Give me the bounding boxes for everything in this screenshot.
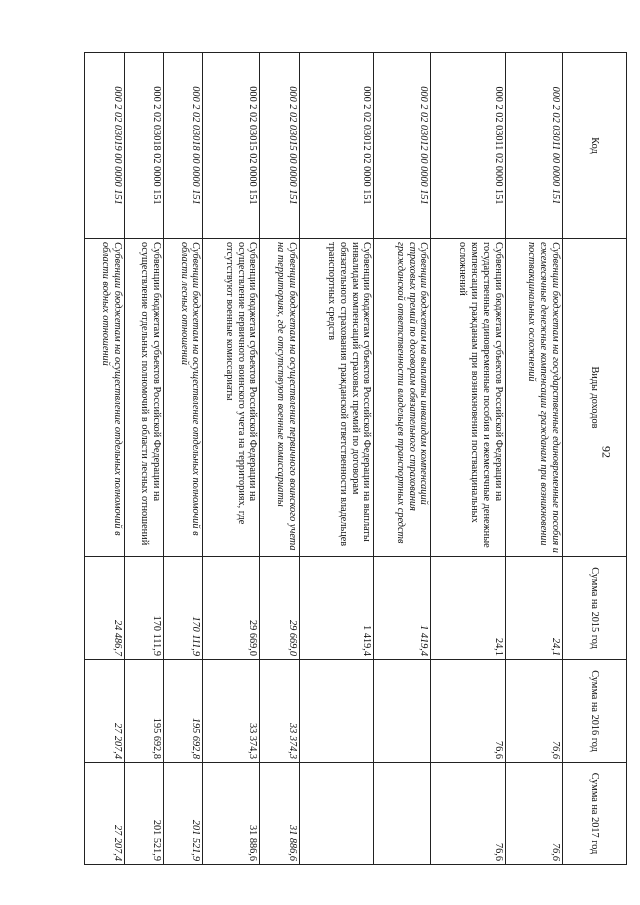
table-row bbox=[431, 53, 506, 865]
revenue-table-rotated bbox=[84, 52, 627, 864]
cell-sum-2017: 27 207,4 bbox=[85, 763, 125, 865]
cell-code: 000 2 02 03018 00 0000 151 bbox=[164, 53, 203, 239]
cell-sum-2015: 29 669,0 bbox=[203, 557, 260, 660]
cell-name: Субвенции бюджетам на государственные единовременные пособия и ежемесячные денежные компенсации гражданам при возникновении поствакцинальных осложнений bbox=[506, 239, 563, 557]
cell-sum-2015: 170 111,9 bbox=[124, 557, 163, 660]
cell-sum-2017: 31 886,6 bbox=[203, 763, 260, 865]
cell-sum-2015: 1 419,4 bbox=[374, 557, 431, 660]
table-body bbox=[85, 53, 563, 865]
cell-sum-2017 bbox=[374, 763, 431, 865]
cell-code: 000 2 02 03011 00 0000 151 bbox=[506, 53, 563, 239]
cell-code: 000 2 02 03011 02 0000 151 bbox=[431, 53, 506, 239]
cell-sum-2016 bbox=[374, 660, 431, 763]
cell-name: Субвенции бюджетам на осуществление отдельных полномочий в области водных отношений bbox=[85, 239, 125, 557]
table-row bbox=[124, 53, 163, 865]
cell-sum-2016: 76,6 bbox=[431, 660, 506, 763]
cell-sum-2017: 201 521,9 bbox=[124, 763, 163, 865]
cell-sum-2016: 33 374,3 bbox=[203, 660, 260, 763]
cell-code: 000 2 02 03015 00 0000 151 bbox=[260, 53, 299, 239]
header-sum-2017: Сумма на 2017 год bbox=[563, 763, 627, 865]
cell-name: Субвенции бюджетам на осуществление отдельных полномочий в области лесных отношений bbox=[164, 239, 203, 557]
header-sum-2016: Сумма на 2016 год bbox=[563, 660, 627, 763]
cell-name: Субвенции бюджетам субъектов Российской Федерации на осуществление отдельных полномочий в области лесных отношений bbox=[124, 239, 163, 557]
cell-sum-2015: 1 419,4 bbox=[299, 557, 374, 660]
table-row bbox=[260, 53, 299, 865]
cell-code: 000 2 02 03012 02 0000 151 bbox=[299, 53, 374, 239]
header-name: Виды доходов bbox=[563, 239, 627, 557]
cell-name: Субвенции бюджетам субъектов Российской Федерации на осуществление первичного воинского учета на территориях, где отсутствуют военные комиссариаты bbox=[203, 239, 260, 557]
table-row bbox=[164, 53, 203, 865]
cell-name: Субвенции бюджетам на выплаты инвалидам компенсаций страховых премий по договорам обязательного страхования гражданской ответственности владельцев транспортных средств bbox=[374, 239, 431, 557]
table-row bbox=[85, 53, 125, 865]
cell-sum-2015: 29 669,0 bbox=[260, 557, 299, 660]
cell-sum-2016: 76,6 bbox=[506, 660, 563, 763]
table-row bbox=[506, 53, 563, 865]
table-row bbox=[374, 53, 431, 865]
cell-sum-2016 bbox=[299, 660, 374, 763]
cell-sum-2017: 76,6 bbox=[431, 763, 506, 865]
cell-name: Субвенции бюджетам на осуществление первичного воинского учета на территориях, где отсутствуют военные комиссариаты bbox=[260, 239, 299, 557]
cell-sum-2015: 24,1 bbox=[506, 557, 563, 660]
cell-code: 000 2 02 03018 02 0000 151 bbox=[124, 53, 163, 239]
header-sum-2015: Сумма на 2015 год bbox=[563, 557, 627, 660]
table-header-row bbox=[563, 53, 627, 865]
page-number: 92 bbox=[599, 446, 614, 458]
cell-name: Субвенции бюджетам субъектов Российской Федерации на государственные единовременные пособия и ежемесячные денежные компенсации гражданам при возникновении поствакцинальных осложнений bbox=[431, 239, 506, 557]
cell-sum-2016: 27 207,4 bbox=[85, 660, 125, 763]
cell-code: 000 2 02 03019 00 0000 151 bbox=[85, 53, 125, 239]
cell-code: 000 2 02 03012 00 0000 151 bbox=[374, 53, 431, 239]
cell-sum-2015: 24 486,7 bbox=[85, 557, 125, 660]
cell-sum-2017: 201 521,9 bbox=[164, 763, 203, 865]
revenue-table bbox=[84, 52, 627, 865]
cell-code: 000 2 02 03015 02 0000 151 bbox=[203, 53, 260, 239]
cell-sum-2017: 76,6 bbox=[506, 763, 563, 865]
table-row bbox=[203, 53, 260, 865]
cell-sum-2015: 24,1 bbox=[431, 557, 506, 660]
cell-sum-2015: 170 111,9 bbox=[164, 557, 203, 660]
table-row bbox=[299, 53, 374, 865]
revenue-table-container bbox=[84, 52, 627, 864]
cell-sum-2017 bbox=[299, 763, 374, 865]
cell-sum-2016: 195 692,8 bbox=[164, 660, 203, 763]
header-code: Код bbox=[563, 53, 627, 239]
cell-sum-2016: 33 374,3 bbox=[260, 660, 299, 763]
cell-sum-2017: 31 886,6 bbox=[260, 763, 299, 865]
cell-name: Субвенции бюджетам субъектов Российской Федерации на выплаты инвалидам компенсаций страховых премий по договорам обязательного страхования гражданской ответственности владельцев транспортных средств bbox=[299, 239, 374, 557]
cell-sum-2016: 195 692,8 bbox=[124, 660, 163, 763]
